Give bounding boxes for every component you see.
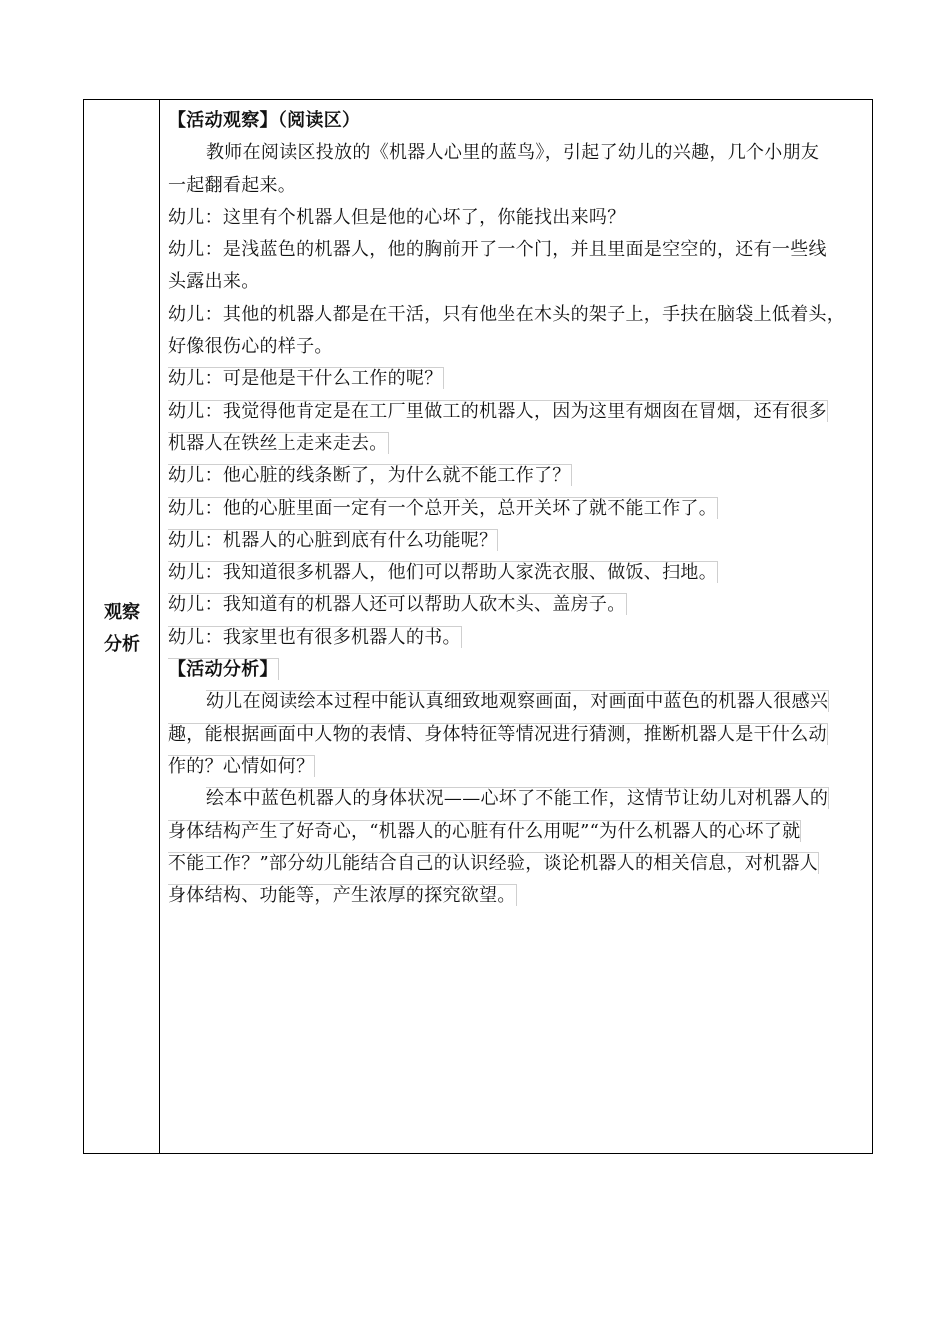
label-text [84, 597, 160, 661]
dialogue-1: 幼儿：这里有个机器人但是他的心坏了，你能找出来吗？ [168, 206, 626, 228]
dialogue-7: 幼儿：他的心脏里面一定有一个总开关，总开关坏了就不能工作了。 [168, 497, 717, 519]
analysis-p1-line-1: 幼儿在阅读绘本过程中能认真细致地观察画面，对画面中蓝色的机器人很感兴 [206, 691, 829, 713]
dialogue-2b: 头露出来。 [168, 271, 260, 293]
analysis-p2-line-1: 绘本中蓝色机器人的身体状况——心坏了不能工作，这情节让幼儿对机器人的 [206, 788, 829, 810]
dialogue-8: 幼儿：机器人的心脏到底有什么功能呢？ [168, 529, 498, 551]
analysis-p2-line-4: 身体结构、功能等，产生浓厚的探究欲望。 [168, 885, 516, 907]
observation-heading: 【活动观察】（阅读区） [168, 110, 361, 131]
intro-line-2: 一起翻看起来。 [168, 174, 297, 196]
intro-line-1: 教师在阅读区投放的《机器人心里的蓝鸟》，引起了幼儿的兴趣，几个小朋友 [206, 142, 820, 164]
dialogue-2a: 幼儿：是浅蓝色的机器人，他的胸前开了一个门，并且里面是空空的，还有一些线 [168, 239, 827, 261]
analysis-p1-line-3: 作的？心情如何？ [168, 755, 315, 777]
dialogue-4: 幼儿：可是他是干什么工作的呢？ [168, 368, 443, 390]
analysis-p2-line-3: 不能工作？”部分幼儿能结合自己的认识经验，谈论机器人的相关信息，对机器人 [168, 852, 818, 874]
analysis-p1-line-2: 趣，能根据画面中人物的表情、身体特征等情况进行猜测，推断机器人是干什么动 [168, 723, 827, 745]
content-cell [168, 105, 863, 912]
observation-table [83, 99, 873, 1154]
label-line-2: 分析 [104, 634, 140, 655]
dialogue-3b: 好像很伤心的样子。 [168, 336, 333, 358]
label-cell [84, 100, 160, 1153]
label-line-1: 观察 [104, 602, 140, 623]
dialogue-10: 幼儿：我知道有的机器人还可以帮助人砍木头、盖房子。 [168, 594, 626, 616]
analysis-p2-line-2: 身体结构产生了好奇心，“机器人的心脏有什么用呢”“为什么机器人的心坏了就 [168, 820, 801, 842]
dialogue-9: 幼儿：我知道很多机器人，他们可以帮助人家洗衣服、做饭、扫地。 [168, 562, 717, 584]
dialogue-3a: 幼儿：其他的机器人都是在干活，只有他坐在木头的架子上，手扶在脑袋上低着头， [168, 303, 846, 325]
dialogue-11: 幼儿：我家里也有很多机器人的书。 [168, 626, 461, 648]
analysis-heading: 【活动分析】 [168, 659, 278, 681]
dialogue-6: 幼儿：他心脏的线条断了，为什么就不能工作了？ [168, 465, 571, 487]
dialogue-5a: 幼儿：我觉得他肯定是在工厂里做工的机器人，因为这里有烟囱在冒烟，还有很多 [168, 400, 827, 422]
dialogue-5b: 机器人在铁丝上走来走去。 [168, 432, 388, 454]
